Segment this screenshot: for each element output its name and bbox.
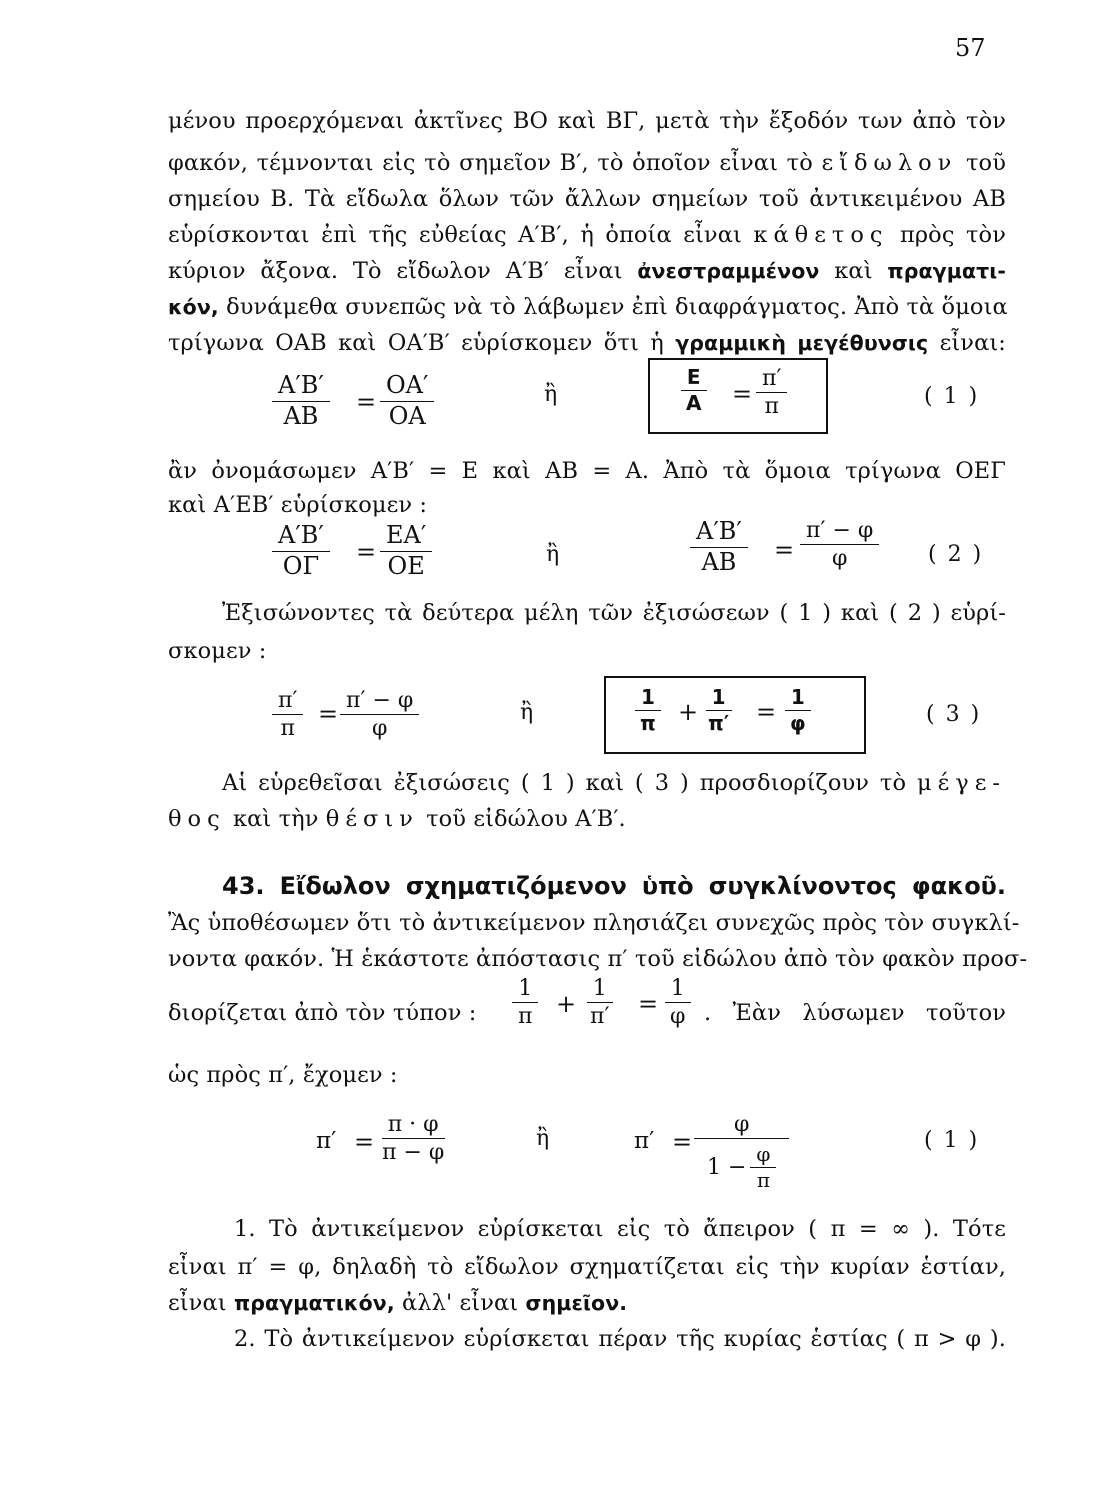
text-line-9: καὶ Α′ΕΒ′ εὑρίσκομεν : [168,492,428,518]
fraction: $\frac{\pi'}{\pi}$ [756,366,787,420]
fraction: $\frac{1}{\pi'}$ [702,686,735,735]
equation-label: ( 1 ) [924,1128,980,1153]
plus-sign: + [678,698,699,726]
text-line-11: σκομεν : [168,638,267,664]
text-line-8: ἂν ὀνομάσωμεν Α′Β′ = Ε καὶ ΑΒ = Α. Ἀπὸ τὰ ὅμοια τρίγωνα ΟΕΓ [168,458,1006,484]
text-line-12: Αἱ εὑρεθεῖσαι ἐξισώσεις ( 1 ) καὶ ( 3 ) προσδιορίζουν τὸ μέγε- [222,770,1006,796]
pi-prime: π′ [634,1128,655,1154]
equals-sign: = [638,990,659,1018]
text-line-19: 1. Τὸ ἀντικείμενον εὑρίσκεται εἰς τὸ ἄπειρον ( π = ∞ ). Τότε [234,1216,1006,1242]
equals-sign: = [756,698,777,726]
text-line-5: κύριον ἄξονα. Τὸ εἴδωλον Α′Β′ εἶναι ἀνεστραμμένον καὶ πραγματι- [168,258,1006,284]
fraction: $\frac{1}{\pi}$ [512,976,538,1030]
text-line-20: εἶναι π′ = φ, δηλαδὴ τὸ εἴδωλον σχηματίζεται εἰς τὴν κυρίαν ἑστίαν, [168,1254,1006,1280]
text-line-14: Ἂς ὑποθέσωμεν ὅτι τὸ ἀντικείμενον πλησιάζει συνεχῶς πρὸς τὸν συγκλί- [168,910,1020,936]
or-word: ἢ [544,382,558,407]
fraction: $\frac{\pi' - \varphi}{\varphi}$ [800,518,879,572]
fraction: $\frac{OA'}{OA}$ [380,372,434,430]
equals-sign: = [356,538,377,566]
page-number: 57 [955,34,986,62]
text-line-15: νοντα φακόν. Ἡ ἑκάστοτε ἀπόστασις π′ τοῦ εἰδώλου ἀπὸ τὸν φακὸν προσ- [168,946,1028,972]
fraction: $\frac{1}{\varphi}$ [784,686,812,735]
text-line-7: τρίγωνα ΟΑΒ καὶ ΟΑ′Β′ εὑρίσκομεν ὅτι ἡ γραμμικὴ μεγέθυνσις εἶναι: [168,330,1006,356]
pi-prime: π′ [316,1128,337,1154]
boxed-equation [648,358,828,434]
equals-sign: = [318,700,339,728]
equation-label: ( 3 ) [926,702,982,727]
text-line-13: θος καὶ τὴν θέσιν τοῦ εἰδώλου Α′Β′. [168,806,626,832]
text-line-22: 2. Τὸ ἀντικείμενον εὑρίσκεται πέραν τῆς κυρίας ἑστίας ( π > φ ). [234,1326,1006,1352]
text-line-10: Ἐξισώνοντες τὰ δεύτερα μέλη τῶν ἐξισώσεων ( 1 ) καὶ ( 2 ) εὑρί- [222,600,1006,626]
equals-sign: = [354,1128,375,1156]
fraction: $\frac{1}{\varphi}$ [664,976,691,1030]
text-line-17: . Ἐὰν λύσωμεν τοῦτον [704,1000,1006,1026]
fraction: $\frac{\varphi}{\pi}$ [750,1143,776,1192]
equals-sign: = [774,536,795,564]
fraction: $\frac{\pi \cdot \varphi}{\pi - \varphi}$ [382,1112,445,1166]
text-line-16: διορίζεται ἀπὸ τὸν τύπον : [168,1000,477,1026]
equation-label: ( 2 ) [928,542,984,567]
fraction: $\frac{A'B'}{AB}$ [272,372,330,430]
text-line-3: σημείου Β. Τὰ εἴδωλα ὅλων τῶν ἄλλων σημείων τοῦ ἀντικειμένου ΑΒ [168,186,1006,212]
or-word: ἢ [520,700,534,725]
fraction: $\frac{A'B'}{O\Gamma}$ [272,522,330,580]
text-line-18: ὡς πρὸς π′, ἔχομεν : [168,1062,398,1088]
fraction: $\frac{E}{A}$ [680,366,707,415]
equals-sign: = [732,380,753,408]
text-line-4: εὑρίσκονται ἐπὶ τῆς εὐθείας Α′Β′, ἡ ὁποία εἶναι κάθετος πρὸς τὸν [168,222,1006,248]
fraction: $\frac{EA'}{OE}$ [380,522,432,580]
equation-label: ( 1 ) [924,384,980,409]
text-line-6: κόν, δυνάμεθα συνεπῶς νὰ τὸ λάβωμεν ἐπὶ διαφράγματος. Ἀπὸ τὰ ὅμοια [168,294,1008,320]
fraction: $\frac{\pi'}{\pi}$ [272,688,303,742]
plus-sign: + [556,990,577,1018]
section-heading: 43. Εἴδωλον σχηματιζόμενον ὑπὸ συγκλίνοντος φακοῦ. [222,872,1007,900]
text-line-2: φακόν, τέμνονται εἰς τὸ σημεῖον Β′, τὸ ὁποῖον εἶναι τὸ εἴδωλον τοῦ [168,150,1006,176]
fraction: φ 1 − $\frac{\varphi}{\pi}$ [694,1112,789,1192]
equals-sign: = [672,1128,693,1156]
text-line-21: εἶναι πραγματικόν, ἀλλ' εἶναι σημεῖον. [168,1290,628,1316]
equals-sign: = [356,388,377,416]
fraction: $\frac{1}{\pi'}$ [584,976,615,1030]
fraction: $\frac{1}{\pi}$ [634,686,662,735]
fraction: $\frac{A'B'}{AB}$ [690,518,748,576]
boxed-equation [604,676,866,754]
fraction: $\frac{\pi' - \varphi}{\varphi}$ [340,688,419,742]
or-word: ἢ [546,542,560,567]
or-word: ἢ [536,1126,550,1151]
text-line-1: μένου προερχόμεναι ἀκτῖνες ΒΟ καὶ ΒΓ, μετὰ τὴν ἔξοδόν των ἀπὸ τὸν [168,108,1006,134]
